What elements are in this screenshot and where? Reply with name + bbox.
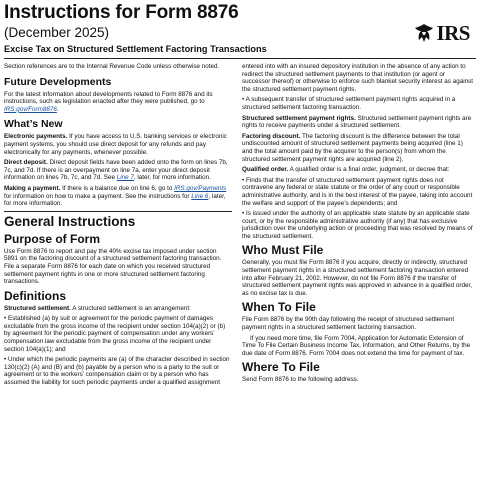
intro-text: Section references are to the Internal Revenue Code unless otherwise noted. <box>4 63 220 70</box>
when-to-file-heading: When To File <box>242 300 316 315</box>
making-payment-end: , later, for more information. <box>4 192 226 208</box>
direct-deposit-text: Direct deposit fields have been added onto the form on lines 7b, 7c, and 7d. If there is an overpayment on line 7a, enter your direct deposit information on lines 7b, 7c, and 7d. See <box>4 159 228 182</box>
line6-link[interactable]: Line 6 <box>191 192 209 200</box>
who-must-file-heading: Who Must File <box>242 243 324 258</box>
structured-settlement-paragraph <box>4 305 232 313</box>
document-subtitle: Excise Tax on Structured Settlement Factoring Transactions <box>4 44 267 54</box>
electronic-payments-label: Electronic payments. <box>4 133 68 141</box>
future-developments-heading: Future Developments <box>4 75 112 88</box>
who-must-file-text: Generally, you must file Form 8876 if you acquire, directly or indirectly, structured settlement payment rights in a structured settlement factoring transaction entered into after February 21, 2002. However, do not file Form 8876 if the transfer of structured settlement payment rights was approved in advance in a qualified order, as no excise tax is due. <box>242 259 472 297</box>
general-instructions-heading: General Instructions <box>4 213 136 229</box>
making-payment-paragraph <box>4 185 232 208</box>
future-text: For the latest information about developments related to Form 8876 and its instructions, such as legislation enacted after they were published, go to <box>4 90 213 106</box>
qualified-order-text: A qualified order is a final order, judgment, or decree that: <box>288 166 450 174</box>
future-developments-text <box>4 91 232 114</box>
left-column <box>4 63 232 390</box>
where-to-file-text: Send Form 8876 to the following address. <box>242 376 359 384</box>
purpose-of-form-heading: Purpose of Form <box>4 231 101 246</box>
structured-settlement-text: A structured settlement is an arrangement: <box>70 304 191 312</box>
electronic-payments-text: If you have access to U.S. banking services or electronic payment systems, you should use direct deposit for any refunds and pay electronically for any payments, whenever possible. <box>4 133 227 156</box>
direct-deposit-paragraph <box>4 159 232 182</box>
document-header <box>4 0 476 58</box>
subsequent-transfer-bullet: • A subsequent transfer of structured settlement payment rights acquired in a structured settlement factoring transaction. <box>242 96 456 111</box>
document-title: Instructions for Form 8876 <box>4 2 239 23</box>
structured-settlement-label: Structured settlement. <box>4 304 71 312</box>
payment-rights-text: Structured settlement payment rights are rights to receive payments under a structured settlement. <box>242 114 472 130</box>
payment-rights-label: Structured settlement payment rights. <box>242 114 356 122</box>
electronic-payments-paragraph <box>4 133 232 156</box>
irs-logo-text: IRS <box>436 21 470 45</box>
direct-deposit-label: Direct deposit. <box>4 159 48 167</box>
payment-rights-paragraph <box>242 115 474 130</box>
future-end: . <box>56 105 59 113</box>
document-date: (December 2025) <box>4 25 110 40</box>
factoring-discount-label: Factoring discount. <box>242 132 301 140</box>
purpose-of-form-text: Use Form 8876 to report and pay the 40% excise tax imposed under section 5891 on the factoring discount of a structured settlement factoring transaction. File a separate Form 8876 for each date on which you received structured settlement payment rights in one or more structured settlement factoring transactions. <box>4 247 222 286</box>
structured-settlement-bullet-1: • Established (a) by suit or agreement for the periodic payment of damages excludable from the gross income of the recipient under section 104(a)(2) or (b) by agreement for the periodic payment of compensation under any workers’ compensation law excludable from the gross income of the recipient under section 104(a)(1); and <box>4 315 226 353</box>
direct-deposit-end: , later, for more information. <box>133 174 211 182</box>
factoring-discount-text: The factoring discount is the difference between the total undiscounted amount of structured settlement payments being acquired (line 1) and the total amount paid by the acquirer to the person(s) from whom the structured settlement payment rights are acquired (line 2). <box>242 132 463 163</box>
header-rule <box>4 58 476 59</box>
irs-payments-link[interactable]: IRS.gov/Payments <box>174 184 227 192</box>
making-payment-text2: for information on how to make a payment. See the instructions for <box>4 192 192 200</box>
when-to-file-text-2: If you need more time, file Form 7004, Application for Automatic Extension of Time To File Certain Business Income Tax, Information, and Other Returns, by the due date of Form 8876. Form 7004 does not extend the time for payment of tax. <box>242 334 471 357</box>
qualified-order-bullet-1: • Finds that the transfer of structured settlement payment rights does not contravene any federal or state statute or the order of any court or responsible administrative authority, and is in the best interest of the payee, taking into account the welfare and support of the payee’s dependents; and <box>242 176 473 207</box>
line7-link[interactable]: Line 7 <box>116 174 134 182</box>
factoring-discount-paragraph <box>242 133 474 163</box>
qualified-order-label: Qualified order. <box>242 166 289 174</box>
qualified-order-bullet-2: • Is issued under the authority of an applicable state statute by an applicable state court, or by the responsible administrative authority (if any) that has exclusive jurisdiction over the underlying action or proceeding that was resolved by means of the structured settlement. <box>242 210 473 240</box>
irs-logo <box>413 22 470 44</box>
general-instructions-rule <box>4 211 232 212</box>
when-to-file-text-1: File Form 8876 by the 90th day following the receipt of structured settlement payment rights in a structured settlement factoring transaction. <box>242 316 455 332</box>
definitions-heading: Definitions <box>4 288 66 303</box>
making-payment-label: Making a payment. <box>4 184 61 192</box>
whats-new-heading: What’s New <box>4 118 63 131</box>
continued-paragraph: entered into with an insured depository institution in the absence of any action to redirect the structured settlement payments to that institution (or agent or successor thereof) or otherwise to enforce such blanket security interest as against the structured settlement payment rights. <box>242 63 473 93</box>
making-payment-text: If there is a balance due on line 6, go to <box>60 184 175 192</box>
structured-settlement-bullet-2: • Under which the periodic payments are (a) of the character described in section 130(c)(2) (A) and (B) and (b) payable by a person who is a party to the suit or agreement or to the workers’ compensation claim or by a person who has assumed the liability for such periodic payments under a qualified assignment <box>4 356 230 387</box>
qualified-order-paragraph <box>242 166 474 174</box>
right-column <box>242 63 474 387</box>
eagle-icon <box>413 22 435 44</box>
irs-form8876-link[interactable]: IRS.gov/Form8876 <box>4 105 57 113</box>
where-to-file-heading: Where To File <box>242 360 320 375</box>
